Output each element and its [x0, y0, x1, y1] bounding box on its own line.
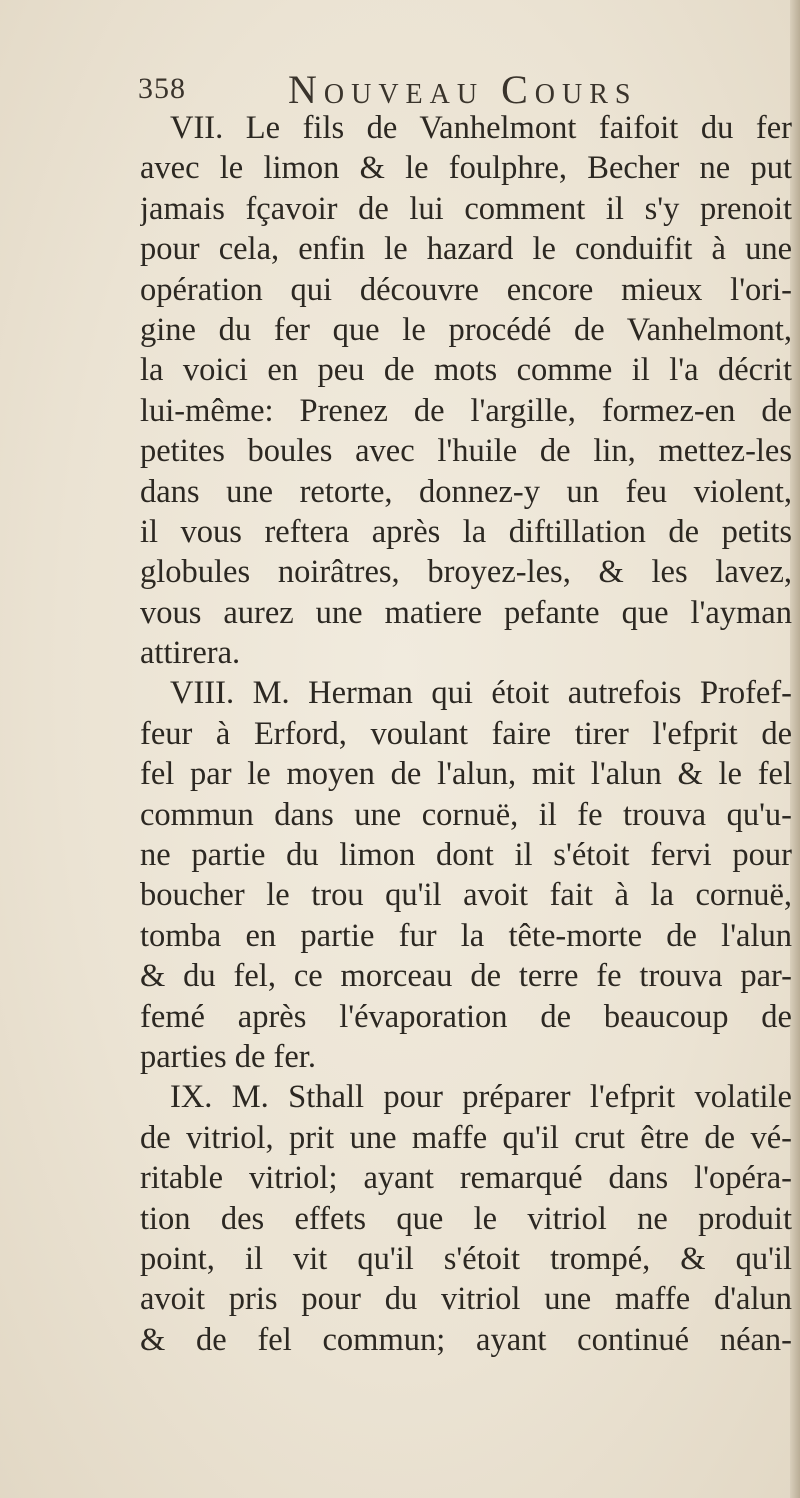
text-line: lui-même: Prenez de l'argille, formez-en de [140, 392, 792, 429]
text-line: avec le limon & le foulphre, Becher ne put [140, 150, 792, 187]
text-line: fel par le moyen de l'alun, mit l'alun & le fel [140, 756, 792, 793]
text-line: attirera. [140, 635, 241, 672]
text-line: pour cela, enfin le hazard le conduifit à une [140, 231, 792, 268]
text-line: avoit pris pour du vitriol une maffe d'alun [140, 1281, 792, 1318]
text-line: feur à Erford, voulant faire tirer l'efprit de [140, 715, 792, 752]
text-line: ne partie du limon dont il s'étoit fervi pour [140, 837, 792, 874]
text-line: IX. M. Sthall pour préparer l'efprit volatile [170, 1079, 792, 1116]
text-line: VIII. M. Herman qui étoit autrefois Profef- [170, 675, 792, 712]
page-number: 358 [138, 72, 186, 105]
text-line: commun dans une cornuë, il fe trouva qu'u- [140, 796, 792, 833]
text-line: vous aurez une matiere pefante que l'ayman [140, 594, 792, 631]
text-line: tion des effets que le vitriol ne produit [140, 1200, 792, 1237]
text-line: jamais fçavoir de lui comment il s'y prenoit [140, 190, 792, 227]
body-text [140, 108, 792, 1360]
text-line: opération qui découvre encore mieux l'ori- [140, 271, 792, 308]
text-line: ritable vitriol; ayant remarqué dans l'opéra- [140, 1160, 792, 1197]
text-line: la voici en peu de mots comme il l'a décrit [140, 352, 792, 389]
text-line: & de fel commun; ayant continué néan- [140, 1321, 792, 1358]
running-title: Nouveau Cours [288, 67, 638, 112]
text-line: gine du fer que le procédé de Vanhelmont, [140, 311, 792, 348]
text-line: parties de fer. [140, 1038, 316, 1075]
text-line: VII. Le fils de Vanhelmont faifoit du fer [170, 110, 792, 146]
text-line: & du fel, ce morceau de terre fe trouva par- [140, 958, 792, 995]
text-line: tomba en partie fur la tête-morte de l'alun [140, 917, 792, 954]
text-line: de vitriol, prit une maffe qu'il crut être de vé- [140, 1119, 792, 1156]
text-line: globules noirâtres, broyez-les, & les lavez, [140, 554, 792, 591]
text-line: boucher le trou qu'il avoit fait à la cornuë, [140, 877, 792, 914]
text-line: dans une retorte, donnez-y un feu violent, [140, 473, 792, 510]
text-line: petites boules avec l'huile de lin, mettez-les [140, 433, 792, 470]
text-line: il vous reftera après la diftillation de petits [140, 513, 792, 550]
text-line: point, il vit qu'il s'étoit trompé, & qu'il [140, 1240, 792, 1277]
text-line: femé après l'évaporation de beaucoup de [140, 998, 792, 1035]
